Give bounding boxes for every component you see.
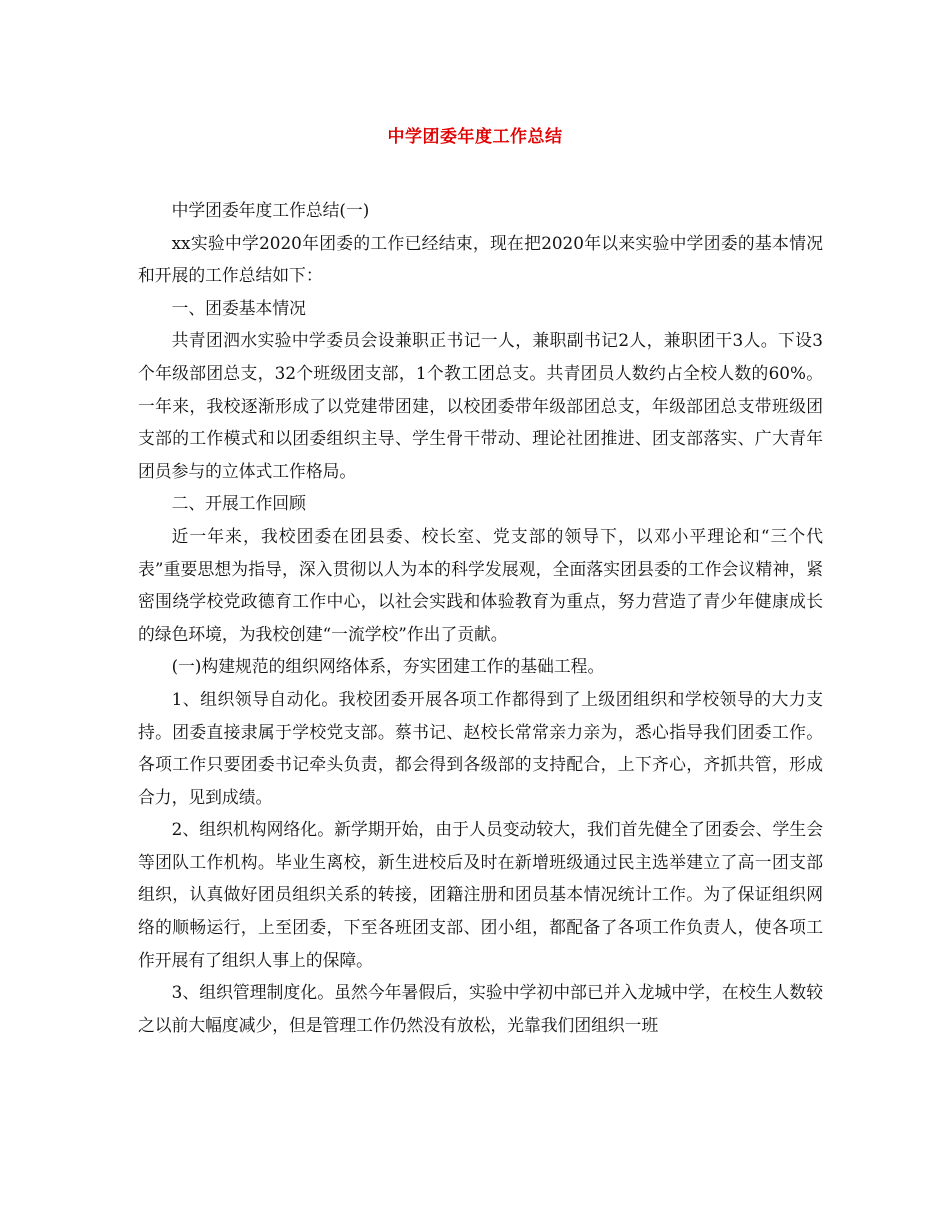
document-body (138, 194, 823, 1041)
paragraph: 共青团泗水实验中学委员会设兼职正书记一人，兼职副书记2人，兼职团干3人。下设3个年级部团总支，32个班级团支部，1个教工团总支。共青团员人数约占全校人数的60%。一年来，我校逐渐形成了以党建带团建，以校团委带年级部团总支，年级部团总支带班级团支部的工作模式和以团委组织主导、学生骨干带动、理论社团推进、团支部落实、广大青年团员参与的立体式工作格局。 (138, 330, 823, 481)
section-heading: 二、开展工作回顾 (171, 493, 306, 514)
paragraph: 3、组织管理制度化。虽然今年暑假后，实验中学初中部已并入龙城中学，在校生人数较之以前大幅度减少，但是管理工作仍然没有放松，光靠我们团组织一班 (138, 982, 823, 1035)
document-title: 中学团委年度工作总结 (387, 127, 563, 147)
section-heading: 一、团委基本情况 (171, 297, 306, 318)
paragraph: xx实验中学2020年团委的工作已经结束，现在把2020年以来实验中学团委的基本情况和开展的工作总结如下： (138, 232, 823, 286)
paragraph: 中学团委年度工作总结(一) (171, 200, 370, 220)
paragraph: 1、组织领导自动化。我校团委开展各项工作都得到了上级团组织和学校领导的大力支持。团委直接隶属于学校党支部。蔡书记、赵校长常常亲力亲为，悉心指导我们团委工作。各项工作只要团委书记牵头负责，都会得到各级部的支持配合，上下齐心，齐抓共管，形成合力，见到成绩。 (138, 688, 823, 807)
paragraph: 2、组织机构网络化。新学期开始，由于人员变动较大，我们首先健全了团委会、学生会等团队工作机构。毕业生离校，新生进校后及时在新增班级通过民主选举建立了高一团支部组织，认真做好团员组织关系的转接，团籍注册和团员基本情况统计工作。为了保证组织网络的顺畅运行，上至团委，下至各班团支部、团小组，都配备了各项工作负责人，使各项工作开展有了组织人事上的保障。 (138, 819, 823, 970)
subsection-heading: (一)构建规范的组织网络体系，夯实团建工作的基础工程。 (171, 656, 605, 677)
paragraph: 近一年来，我校团委在团县委、校长室、党支部的领导下，以邓小平理论和“三个代表”重要思想为指导，深入贯彻以人为本的科学发展观，全面落实团县委的工作会议精神，紧密围绕学校党政德育工作中心，以社会实践和体验教育为重点，努力营造了青少年健康成长的绿色环境，为我校创建“一流学校”作出了贡献。 (138, 525, 823, 644)
